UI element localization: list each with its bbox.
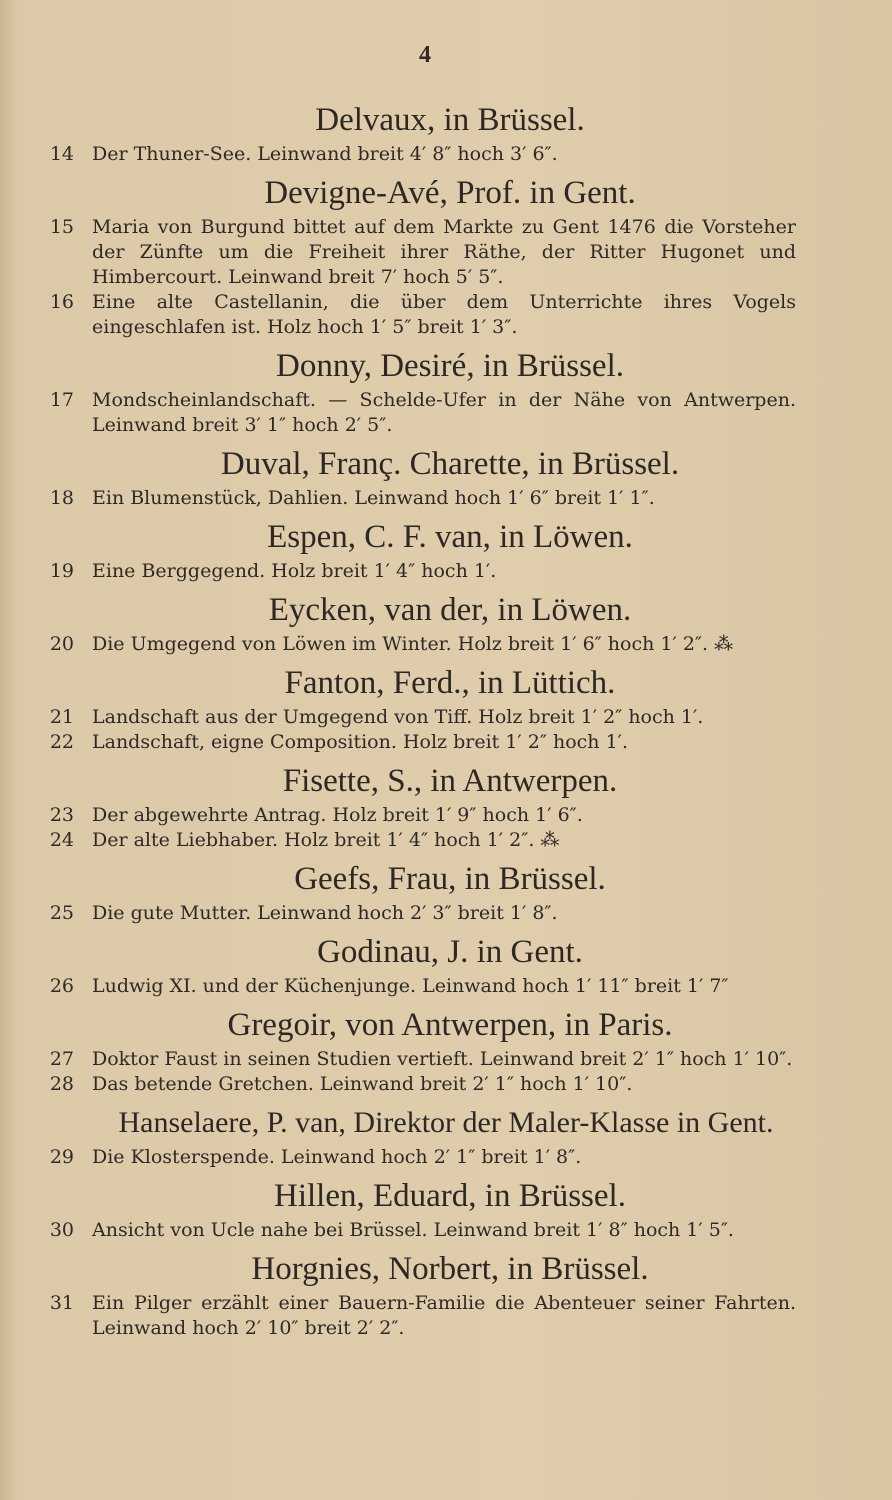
- catalog-entry: [0, 1145, 892, 1170]
- artist-heading: Hanselaere, P. van, Direktor der Maler-Klasse in Gent.: [118, 1106, 774, 1139]
- catalog-entry: [0, 705, 892, 730]
- catalog-entry: [0, 215, 892, 290]
- entry-number: 24: [49, 829, 74, 851]
- catalog-entry: [0, 290, 892, 340]
- catalog-entry: [0, 388, 892, 438]
- entry-number: 17: [49, 389, 74, 411]
- entry-description: Maria von Burgund bittet auf dem Markte zu Gent 1476 die Vorsteher der Zünfte um die Freiheit ihrer Räthe, der Ritter Hugonet und Himbercourt. Leinwand breit 7′ hoch 5′ 5″.: [92, 216, 796, 288]
- entry-number: 16: [49, 291, 74, 313]
- entry-description: Ein Pilger erzählt einer Bauern-Familie die Abenteuer seiner Fahrten. Leinwand hoch 2′ 10″ breit 2′ 2″.: [92, 1292, 796, 1339]
- entry-number: 14: [49, 143, 74, 165]
- entry-description: Die Umgegend von Löwen im Winter. Holz breit 1′ 6″ hoch 1′ 2″. ⁂: [92, 633, 734, 655]
- artist-heading: Godinau, J. in Gent.: [317, 934, 583, 970]
- catalog-entry: [0, 559, 892, 584]
- catalog-entry: [0, 828, 892, 853]
- entry-number: 21: [49, 706, 74, 728]
- entry-description: Das betende Gretchen. Leinwand breit 2′ 1″ hoch 1′ 10″.: [92, 1073, 633, 1095]
- artist-heading: Duval, Franç. Charette, in Brüssel.: [220, 446, 680, 482]
- artist-heading: Horgnies, Norbert, in Brüssel.: [251, 1251, 649, 1287]
- artist-heading: Geefs, Frau, in Brüssel.: [294, 861, 606, 897]
- entry-description: Eine Berggegend. Holz breit 1′ 4″ hoch 1′.: [92, 560, 497, 582]
- entry-description: Ein Blumenstück, Dahlien. Leinwand hoch 1′ 6″ breit 1′ 1″.: [92, 487, 655, 509]
- entry-description: Der alte Liebhaber. Holz breit 1′ 4″ hoch 1′ 2″. ⁂: [92, 829, 560, 851]
- catalog-entry: [0, 1218, 892, 1243]
- entry-description: Landschaft, eigne Composition. Holz breit 1′ 2″ hoch 1′.: [92, 731, 629, 753]
- catalog-content: [0, 98, 892, 1341]
- entry-number: 31: [49, 1292, 74, 1314]
- artist-heading: Devigne-Avé, Prof. in Gent.: [264, 175, 636, 211]
- catalog-entry: [0, 486, 892, 511]
- entry-number: 19: [49, 560, 74, 582]
- entry-number: 26: [49, 975, 74, 997]
- catalog-entry: [0, 901, 892, 926]
- catalog-entry: [0, 730, 892, 755]
- entry-description: Der abgewehrte Antrag. Holz breit 1′ 9″ hoch 1′ 6″.: [92, 804, 583, 826]
- entry-description: Mondscheinlandschaft. — Schelde-Ufer in der Nähe von Antwerpen. Leinwand breit 3′ 1″ hoch 2′ 5″.: [92, 389, 796, 436]
- artist-heading: Delvaux, in Brüssel.: [315, 102, 585, 138]
- catalog-entry: [0, 632, 892, 657]
- page-number: 4: [419, 42, 431, 68]
- entry-number: 23: [49, 804, 74, 826]
- catalog-entry: [0, 1291, 892, 1341]
- entry-number: 27: [49, 1048, 74, 1070]
- entry-number: 29: [49, 1146, 74, 1168]
- catalog-entry: [0, 142, 892, 167]
- entry-description: Doktor Faust in seinen Studien vertieft. Leinwand breit 2′ 1″ hoch 1′ 10″.: [92, 1048, 793, 1070]
- entry-description: Ansicht von Ucle nahe bei Brüssel. Leinwand breit 1′ 8″ hoch 1′ 5″.: [92, 1219, 734, 1241]
- entry-number: 20: [49, 633, 74, 655]
- entry-description: Der Thuner-See. Leinwand breit 4′ 8″ hoch 3′ 6″.: [92, 143, 558, 165]
- entry-description: Eine alte Castellanin, die über dem Unterrichte ihres Vogels eingeschlafen ist. Holz hoch 1′ 5″ breit 1′ 3″.: [92, 291, 796, 338]
- entry-description: Ludwig XI. und der Küchenjunge. Leinwand hoch 1′ 11″ breit 1′ 7″: [92, 975, 729, 997]
- artist-heading: Fanton, Ferd., in Lüttich.: [284, 665, 616, 701]
- artist-heading: Eycken, van der, in Löwen.: [268, 592, 632, 628]
- catalog-entry: [0, 974, 892, 999]
- artist-heading: Hillen, Eduard, in Brüssel.: [274, 1178, 626, 1214]
- entry-description: Die gute Mutter. Leinwand hoch 2′ 3″ breit 1′ 8″.: [92, 902, 558, 924]
- artist-heading: Donny, Desiré, in Brüssel.: [276, 348, 624, 384]
- catalog-entry: [0, 1072, 892, 1097]
- entry-number: 25: [49, 902, 74, 924]
- catalog-entry: [0, 803, 892, 828]
- entry-number: 30: [49, 1219, 74, 1241]
- entry-description: Landschaft aus der Umgegend von Tiff. Holz breit 1′ 2″ hoch 1′.: [92, 706, 704, 728]
- entry-number: 22: [49, 731, 74, 753]
- artist-heading: Gregoir, von Antwerpen, in Paris.: [227, 1007, 673, 1043]
- entry-description: Die Klosterspende. Leinwand hoch 2′ 1″ breit 1′ 8″.: [92, 1146, 582, 1168]
- artist-heading: Espen, C. F. van, in Löwen.: [267, 519, 633, 555]
- catalog-entry: [0, 1047, 892, 1072]
- entry-number: 28: [49, 1073, 74, 1095]
- artist-heading: Fisette, S., in Antwerpen.: [282, 763, 618, 799]
- entry-number: 15: [49, 216, 74, 238]
- entry-number: 18: [49, 487, 74, 509]
